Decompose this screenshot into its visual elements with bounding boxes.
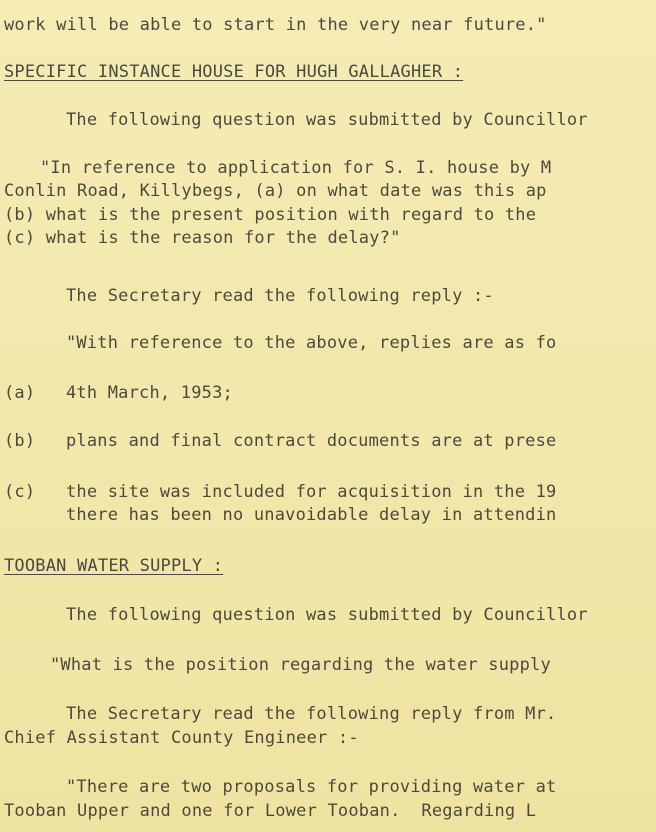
reply-2-line-2: Tooban Upper and one for Lower Tooban. Regarding L bbox=[4, 801, 537, 821]
reply-intro: The Secretary read the following reply :- bbox=[66, 286, 494, 306]
item-a-text: 4th March, 1953; bbox=[66, 383, 233, 403]
reply-lead: "With reference to the above, replies are as fo bbox=[66, 333, 557, 353]
question-intro-2: The following question was submitted by Councillor bbox=[66, 605, 588, 625]
item-a-label: (a) bbox=[4, 383, 36, 403]
question-line-1: "In reference to application for S. I. house by M bbox=[40, 158, 552, 178]
item-c-text-2: there has been no unavoidable delay in attendin bbox=[66, 505, 557, 525]
question-line-2: Conlin Road, Killybegs, (a) on what date was this ap bbox=[4, 181, 547, 201]
item-c-label: (c) bbox=[4, 482, 36, 502]
question-line-3: (b) what is the present position with regard to the bbox=[4, 205, 537, 225]
reply-intro-2-line-1: The Secretary read the following reply from Mr. bbox=[66, 704, 557, 724]
section-heading-tooban: TOOBAN WATER SUPPLY : bbox=[4, 556, 224, 576]
item-b-label: (b) bbox=[4, 431, 36, 451]
reply-intro-2-line-2: Chief Assistant County Engineer :- bbox=[4, 728, 359, 748]
question-2: "What is the position regarding the water supply bbox=[50, 655, 551, 675]
question-intro: The following question was submitted by Councillor bbox=[66, 110, 588, 130]
question-line-4: (c) what is the reason for the delay?" bbox=[4, 228, 401, 248]
item-c-text: the site was included for acquisition in the 19 bbox=[66, 482, 557, 502]
item-b-text: plans and final contract documents are at prese bbox=[66, 431, 557, 451]
top-line: work will be able to start in the very near future." bbox=[4, 15, 547, 35]
section-heading-specific-instance: SPECIFIC INSTANCE HOUSE FOR HUGH GALLAGHER : bbox=[4, 62, 464, 82]
reply-2-line-1: "There are two proposals for providing water at bbox=[66, 777, 557, 797]
